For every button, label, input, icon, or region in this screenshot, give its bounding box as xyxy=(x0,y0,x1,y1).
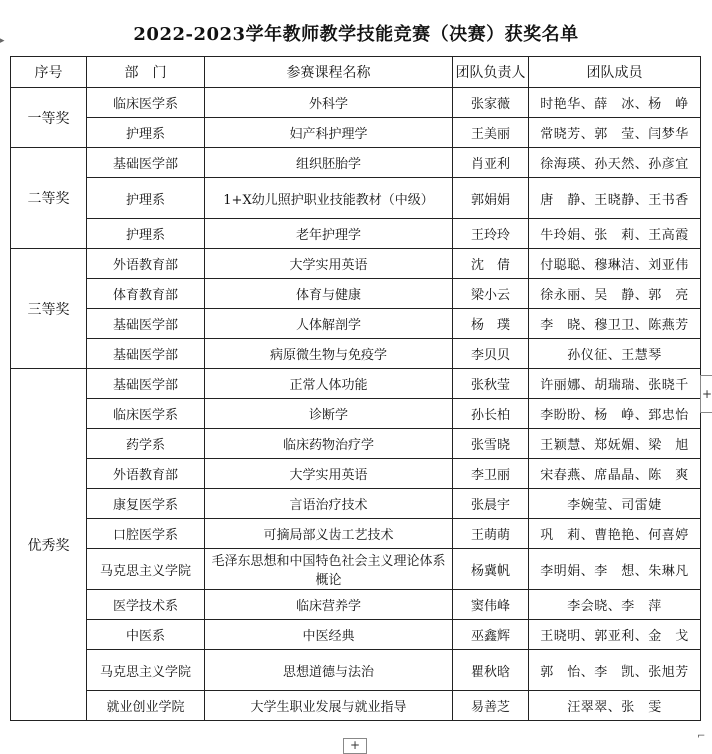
course-cell: 病原微生物与免疫学 xyxy=(205,339,453,369)
department-cell: 口腔医学系 xyxy=(87,519,205,549)
department-cell: 基础医学部 xyxy=(87,309,205,339)
course-cell: 1+X幼儿照护职业技能教材（中级） xyxy=(205,178,453,219)
table-row xyxy=(11,249,701,279)
course-cell: 大学实用英语 xyxy=(205,459,453,489)
leader-cell: 王美丽 xyxy=(453,118,529,148)
leader-cell: 王萌萌 xyxy=(453,519,529,549)
department-cell: 护理系 xyxy=(87,118,205,148)
department-cell: 外语教育部 xyxy=(87,249,205,279)
leader-cell: 瞿秋晗 xyxy=(453,650,529,691)
page-title: 2022-2023学年教师教学技能竞赛（决赛）获奖名单 xyxy=(133,24,579,45)
course-cell: 妇产科护理学 xyxy=(205,118,453,148)
add-column-button[interactable]: + xyxy=(700,375,712,413)
course-cell: 临床营养学 xyxy=(205,590,453,620)
table-row xyxy=(11,519,701,549)
table-row xyxy=(11,429,701,459)
course-cell: 正常人体功能 xyxy=(205,369,453,399)
table-header-row xyxy=(11,57,701,88)
members-cell: 王晓明、郭亚利、金 戈 xyxy=(529,620,701,650)
department-cell: 护理系 xyxy=(87,219,205,249)
department-cell: 基础医学部 xyxy=(87,339,205,369)
header-department: 部 门 xyxy=(87,57,205,88)
members-cell: 徐海瑛、孙天然、孙彦宜 xyxy=(529,148,701,178)
course-cell: 毛泽东思想和中国特色社会主义理论体系概论 xyxy=(205,549,453,590)
leader-cell: 李贝贝 xyxy=(453,339,529,369)
row-handle-icon[interactable]: ▸ xyxy=(0,36,5,46)
course-cell: 外科学 xyxy=(205,88,453,118)
table-row xyxy=(11,459,701,489)
department-cell: 就业创业学院 xyxy=(87,691,205,721)
header-leader: 团队负责人 xyxy=(453,57,529,88)
header-members: 团队成员 xyxy=(529,57,701,88)
course-cell: 大学生职业发展与就业指导 xyxy=(205,691,453,721)
award-rank-cell: 优秀奖 xyxy=(11,369,87,721)
table-row xyxy=(11,590,701,620)
table-row xyxy=(11,279,701,309)
department-cell: 临床医学系 xyxy=(87,399,205,429)
leader-cell: 张晨宇 xyxy=(453,489,529,519)
header-margin-mark xyxy=(74,0,134,4)
members-cell: 牛玲娟、张 莉、王高霞 xyxy=(529,219,701,249)
department-cell: 药学系 xyxy=(87,429,205,459)
leader-cell: 张家薇 xyxy=(453,88,529,118)
table-row xyxy=(11,88,701,118)
department-cell: 马克思主义学院 xyxy=(87,650,205,691)
table-row xyxy=(11,549,701,590)
leader-cell: 肖亚利 xyxy=(453,148,529,178)
department-cell: 医学技术系 xyxy=(87,590,205,620)
members-cell: 时艳华、薛 冰、杨 峥 xyxy=(529,88,701,118)
department-cell: 护理系 xyxy=(87,178,205,219)
members-cell: 许丽娜、胡瑞瑞、张晓千 xyxy=(529,369,701,399)
award-table xyxy=(10,56,701,721)
table-row xyxy=(11,118,701,148)
table-row xyxy=(11,650,701,691)
table-row xyxy=(11,691,701,721)
table-row xyxy=(11,178,701,219)
course-cell: 可摘局部义齿工艺技术 xyxy=(205,519,453,549)
members-cell: 李盼盼、杨 峥、郅忠怡 xyxy=(529,399,701,429)
leader-cell: 沈 倩 xyxy=(453,249,529,279)
award-rank-cell: 三等奖 xyxy=(11,249,87,369)
department-cell: 康复医学系 xyxy=(87,489,205,519)
leader-cell: 杨冀帆 xyxy=(453,549,529,590)
leader-cell: 易善芝 xyxy=(453,691,529,721)
table-row xyxy=(11,339,701,369)
department-cell: 临床医学系 xyxy=(87,88,205,118)
leader-cell: 巫鑫辉 xyxy=(453,620,529,650)
table-row xyxy=(11,620,701,650)
table-row xyxy=(11,489,701,519)
course-cell: 老年护理学 xyxy=(205,219,453,249)
course-cell: 诊断学 xyxy=(205,399,453,429)
course-cell: 思想道德与法治 xyxy=(205,650,453,691)
members-cell: 唐 静、王晓静、王书香 xyxy=(529,178,701,219)
table-row xyxy=(11,309,701,339)
leader-cell: 梁小云 xyxy=(453,279,529,309)
leader-cell: 杨 璞 xyxy=(453,309,529,339)
members-cell: 李明娟、李 想、朱琳凡 xyxy=(529,549,701,590)
members-cell: 宋春燕、席晶晶、陈 爽 xyxy=(529,459,701,489)
members-cell: 巩 莉、曹艳艳、何喜婷 xyxy=(529,519,701,549)
leader-cell: 王玲玲 xyxy=(453,219,529,249)
award-rank-cell: 一等奖 xyxy=(11,88,87,148)
members-cell: 孙仪征、王慧琴 xyxy=(529,339,701,369)
department-cell: 基础医学部 xyxy=(87,369,205,399)
members-cell: 王颖慧、郑妩媚、梁 旭 xyxy=(529,429,701,459)
members-cell: 李婉莹、司雷婕 xyxy=(529,489,701,519)
leader-cell: 孙长柏 xyxy=(453,399,529,429)
course-cell: 中医经典 xyxy=(205,620,453,650)
table-row xyxy=(11,219,701,249)
leader-cell: 李卫丽 xyxy=(453,459,529,489)
add-row-button[interactable]: + xyxy=(343,738,367,754)
members-cell: 汪翠翠、张 雯 xyxy=(529,691,701,721)
department-cell: 中医系 xyxy=(87,620,205,650)
leader-cell: 张雪晓 xyxy=(453,429,529,459)
award-rank-cell: 二等奖 xyxy=(11,148,87,249)
course-cell: 言语治疗技术 xyxy=(205,489,453,519)
department-cell: 体育教育部 xyxy=(87,279,205,309)
leader-cell: 郭娟娟 xyxy=(453,178,529,219)
table-row xyxy=(11,148,701,178)
members-cell: 常晓芳、郭 莹、闫梦华 xyxy=(529,118,701,148)
department-cell: 马克思主义学院 xyxy=(87,549,205,590)
department-cell: 基础医学部 xyxy=(87,148,205,178)
table-row xyxy=(11,399,701,429)
members-cell: 李 晓、穆卫卫、陈燕芳 xyxy=(529,309,701,339)
course-cell: 临床药物治疗学 xyxy=(205,429,453,459)
header-course: 参赛课程名称 xyxy=(205,57,453,88)
course-cell: 人体解剖学 xyxy=(205,309,453,339)
course-cell: 大学实用英语 xyxy=(205,249,453,279)
table-corner-handle-icon[interactable]: ⌐ xyxy=(697,731,706,742)
course-cell: 体育与健康 xyxy=(205,279,453,309)
members-cell: 付聪聪、穆琳洁、刘亚伟 xyxy=(529,249,701,279)
table-row xyxy=(11,369,701,399)
members-cell: 郭 怡、李 凯、张旭芳 xyxy=(529,650,701,691)
leader-cell: 窦伟峰 xyxy=(453,590,529,620)
leader-cell: 张秋莹 xyxy=(453,369,529,399)
course-cell: 组织胚胎学 xyxy=(205,148,453,178)
header-index: 序号 xyxy=(11,57,87,88)
members-cell: 徐永丽、吴 静、郭 亮 xyxy=(529,279,701,309)
department-cell: 外语教育部 xyxy=(87,459,205,489)
members-cell: 李会晓、李 萍 xyxy=(529,590,701,620)
